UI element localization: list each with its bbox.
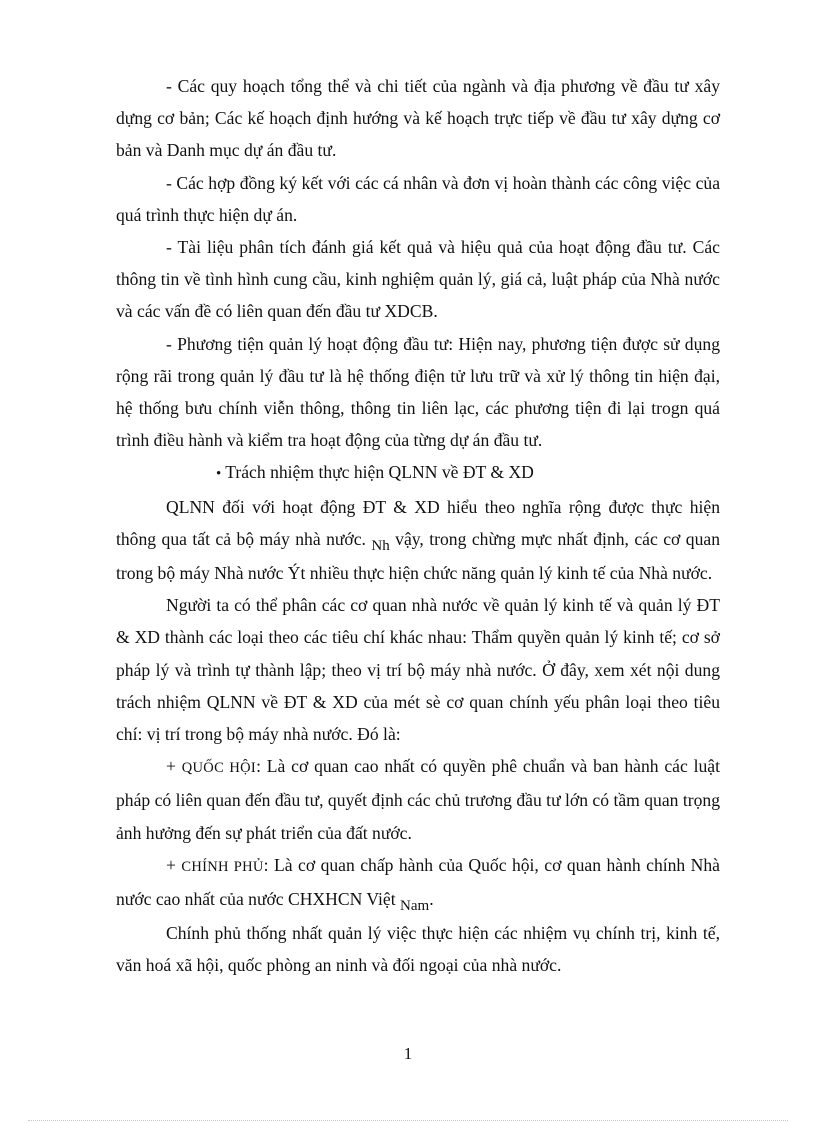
paragraph-final: Chính phủ thống nhất quản lý việc thực hiện các nhiệm vụ chính trị, kinh tế, văn hoá xã hội, quốc phòng an ninh và đối ngoại của nhà nước. [116,923,720,976]
quoc-hoi-label: QUỐC HỘI [181,760,257,777]
paragraph-qlnn-sub: Nh [371,537,390,554]
quoc-hoi-prefix: + [166,756,182,777]
chinh-phu-label: CHÍNH PHỦ [181,858,264,875]
paragraph-phuong-tien: - Phương tiện quản lý hoạt động đầu tư: Hiện nay, phương tiện được sử dụng rộng rãi trong quản lý đầu tư là hệ thống điện tử lưu trữ và xử lý thông tin hiện đại, hệ thống bưu chính viễn thông, thông tin liên lạc, các phương tiện đi lại trogn quá trình điều hành và kiểm tra hoạt động của từng dự án đầu tư. [116,333,720,451]
paragraph-tai-lieu: - Tài liệu phân tích đánh giá kết quả và hiệu quả của hoạt động đầu tư. Các thông tin về tình hình cung cầu, kinh nghiệm quản lý, giá cả, luật pháp của Nhà nước và các vấn đề có liên quan đến đầu tư XDCB. [116,237,720,322]
chinh-phu-text: : Là cơ quan chấp hành của Quốc hội, cơ quan hành chính Nhà nước cao nhất của nước CHXHCN Việt [116,854,720,910]
chinh-phu-prefix: + [166,854,182,875]
paragraph-quy-hoach: - Các quy hoạch tổng thể và chi tiết của ngành và địa phương về đầu tư xây dựng cơ bản; Các kế hoạch định hướng và kế hoạch trực tiếp về đầu tư xây dựng cơ bản và Danh mục dự án đầu tư. [116,76,720,161]
bullet-dot-icon: • [216,466,222,483]
paragraph-qlnn-before: QLNN đối với hoạt động ĐT & XD hiểu theo nghĩa rộng được thực hiện thông qua tất cả bộ máy nhà nước. [116,496,720,549]
paragraph-chinh-phu [116,849,720,917]
paragraph-qlnn [116,491,720,590]
document-body [116,70,720,982]
chinh-phu-end: . [429,889,434,910]
chinh-phu-sub: Nam [400,898,430,915]
paragraph-qlnn-after: vậy, trong chừng mực nhất định, các cơ quan trong bộ máy Nhà nước Ýt nhiều thực hiện chức năng quản lý kinh tế của Nhà nước. [116,528,720,584]
page-number: 1 [403,1044,413,1063]
quoc-hoi-text: : Là cơ quan cao nhất có quyền phê chuẩn và ban hành các luật pháp có liên quan đến đầu tư, quyết định các chủ trương đầu tư lớn có tầm quan trọng ảnh hưởng đến sự phát triển của đất nước. [116,756,720,843]
bullet-heading [116,456,720,490]
footer-divider [28,1120,788,1121]
paragraph-hop-dong: - Các hợp đồng ký kết với các cá nhân và đơn vị hoàn thành các công việc của quá trình thực hiện dự án. [116,172,720,225]
bullet-heading-text: Trách nhiệm thực hiện QLNN về ĐT & XD [225,462,534,483]
paragraph-quoc-hoi [116,750,720,849]
paragraph-phan-loai: Người ta có thể phân các cơ quan nhà nước về quản lý kinh tế và quản lý ĐT & XD thành các loại theo các tiêu chí khác nhau: Thẩm quyền quản lý kinh tế; cơ sở pháp lý và trình tự thành lập; theo vị trí bộ máy nhà nước. Ở đây, xem xét nội dung trách nhiệm QLNN về ĐT & XD của mét sè cơ quan chính yếu phân loại theo tiêu chí: vị trí trong bộ máy nhà nước. Đó là: [116,595,720,745]
